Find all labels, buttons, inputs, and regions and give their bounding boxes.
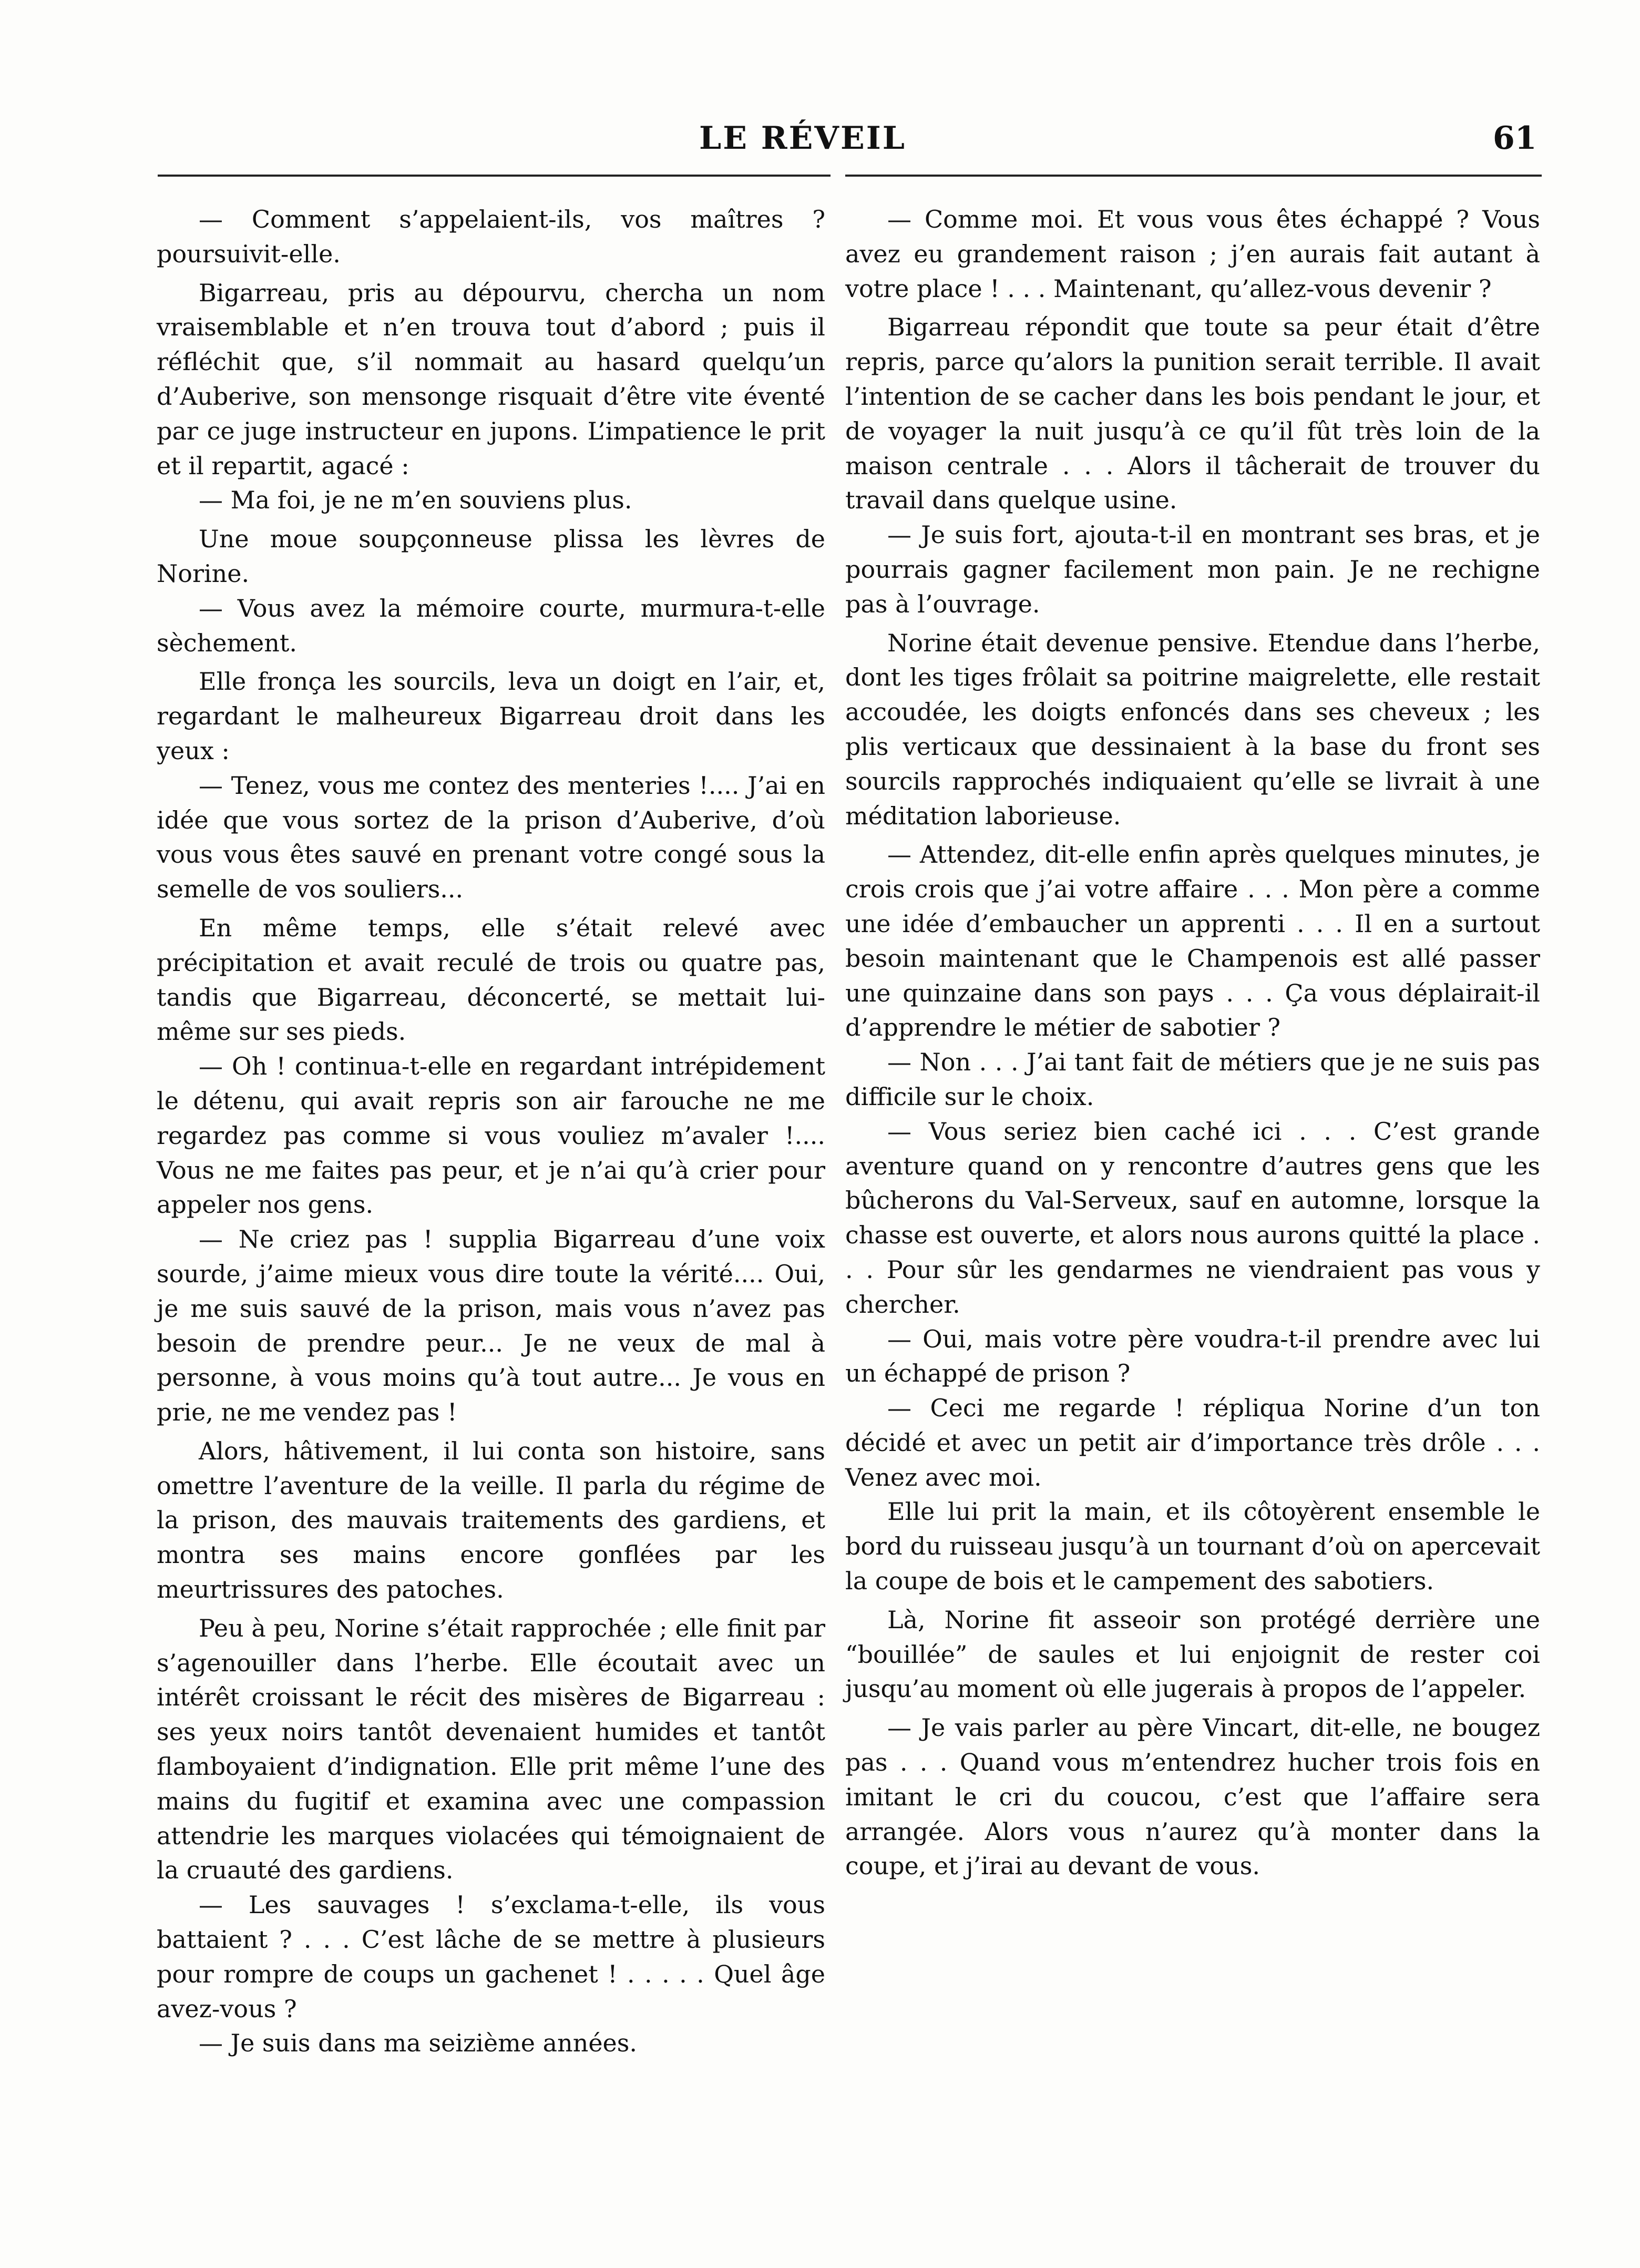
paragraph: En même temps, elle s’était relevé avec précipitation et avait reculé de trois ou quatre pas, tandis que Bigarreau, déconcerté, se mettait lui-même sur ses pieds. (157, 913, 825, 1046)
paragraph: Elle lui prit la main, et ils côtoyèrent ensemble le bord du ruisseau jusqu’à un tournant d’où on apercevait la coupe de bois et le campement des sabotiers. (845, 1497, 1540, 1596)
paragraph: — Ne criez pas ! supplia Bigarreau d’une voix sourde, j’aime mieux vous dire toute la vérité.... Oui, je me suis sauvé de la prison, mais vous n’avez pas besoin de prendre peur... Je ne veux de mal à personne, à vous moins qu’à tout autre... Je vous en prie, ne me vendez pas ! (157, 1225, 825, 1427)
paragraph: — Oh ! continua-t-elle en regardant intrépidement le détenu, qui avait repris son air farouche ne me regardez pas comme si vous vouliez m’avaler !.... Vous ne me faites pas peur, et je n’ai qu’à crier pour appeler nos gens. (157, 1052, 825, 1219)
paragraph: Norine était devenue pensive. Etendue dans l’herbe, dont les tiges frôlait sa poitrine maigrelette, elle restait accoudée, les doigts enfoncés dans ses cheveux ; les plis verticaux que dessinaient à la base du front ses sourcils rapprochés indiquaient qu’elle se livrait à une méditation laborieuse. (845, 628, 1540, 830)
header-rule-left (158, 175, 831, 177)
paragraph: — Je vais parler au père Vincart, dit-elle, ne bougez pas . . . Quand vous m’entendrez hucher trois fois en imitant le cri du coucou, c’est que l’affaire sera arrangée. Alors vous n’aurez qu’à monter dans la coupe, et j’irai au devant de vous. (845, 1713, 1540, 1881)
running-title: LE RÉVEIL (699, 120, 906, 157)
paragraph: — Attendez, dit-elle enfin après quelques minutes, je crois crois que j’ai votre affaire . . . Mon père a comme une idée d’embaucher un apprenti . . . Il en a surtout besoin maintenant que le Champenois est allé passer une quinzaine dans son pays . . . Ça vous déplairait-il d’apprendre le métier de sabotier ? (845, 840, 1540, 1042)
paragraph: Elle fronça les sourcils, leva un doigt en l’air, et, regardant le malheureux Bigarreau droit dans les yeux : (157, 667, 825, 765)
right-column (845, 202, 1540, 1884)
paragraph: — Les sauvages ! s’exclama-t-elle, ils vous battaient ? . . . C’est lâche de se mettre à plusieurs pour rompre de coups un gachenet ! . . . . . Quel âge avez-vous ? (157, 1891, 825, 2023)
paragraph: — Ceci me regarde ! répliqua Norine d’un ton décidé et avec un petit air d’importance très drôle . . . Venez avec moi. (845, 1394, 1540, 1491)
page-header (0, 120, 1640, 167)
paragraph: Alors, hâtivement, il lui conta son histoire, sans omettre l’aventure de la veille. Il parla du régime de la prison, des mauvais traitements des gardiens, et montra ses mains encore gonflées par les meurtrissures des patoches. (157, 1436, 825, 1604)
paragraph: — Vous avez la mémoire courte, murmura-t-elle sèchement. (157, 594, 825, 657)
paragraph: — Je suis dans ma seizième années. (199, 2029, 637, 2058)
paragraph: Peu à peu, Norine s’était rapprochée ; elle finit par s’agenouiller dans l’herbe. Elle écoutait avec un intérêt croissant le récit des misères de Bigarreau : ses yeux noirs tantôt devenaient humides et tantôt flamboyaient d’indignation. Elle prit même l’une des mains du fugitif et examina avec une compassion attendrie les marques violacées qui témoignaient de la cruauté des gardiens. (157, 1613, 825, 1885)
paragraph: Bigarreau répondit que toute sa peur était d’être repris, parce qu’alors la punition serait terrible. Il avait l’intention de se cacher dans les bois pendant le jour, et de voyager la nuit jusqu’à ce qu’il fût très loin de la maison centrale . . . Alors il tâcherait de trouver du travail dans quelque usine. (845, 313, 1540, 515)
paragraph: — Ma foi, je ne m’en souviens plus. (199, 486, 632, 515)
page-number: 61 (1493, 120, 1537, 157)
paragraph: — Tenez, vous me contez des menteries !.... J’ai en idée que vous sortez de la prison d’Auberive, d’où vous vous êtes sauvé en prenant votre congé sous la semelle de vos souliers... (157, 771, 825, 904)
paragraph: — Non . . . J’ai tant fait de métiers que je ne suis pas difficile sur le choix. (845, 1048, 1540, 1111)
paragraph: — Je suis fort, ajouta-t-il en montrant ses bras, et je pourrais gagner facilement mon pain. Je ne rechigne pas à l’ouvrage. (845, 520, 1540, 618)
header-rule-right (845, 175, 1542, 177)
paragraph: — Comme moi. Et vous vous êtes échappé ? Vous avez eu grandement raison ; j’en aurais fait autant à votre place ! . . . Maintenant, qu’allez-vous devenir ? (845, 205, 1540, 303)
paragraph: — Oui, mais votre père voudra-t-il prendre avec lui un échappé de prison ? (845, 1324, 1540, 1388)
paragraph: — Comment s’appelaient-ils, vos maîtres ? poursuivit-elle. (157, 205, 825, 268)
paragraph: Une moue soupçonneuse plissa les lèvres de Norine. (157, 525, 825, 588)
paragraph: — Vous seriez bien caché ici . . . C’est grande aventure quand on y rencontre d’autres gens que les bûcherons du Val-Serveux, sauf en automne, lorsque la chasse est ouverte, et alors nous aurons quitté la place . . . Pour sûr les gendarmes ne viendraient pas vous y chercher. (845, 1117, 1540, 1319)
paragraph: Bigarreau, pris au dépourvu, chercha un nom vraisemblable et n’en trouva tout d’abord ; puis il réfléchit que, s’il nommait au hasard quelqu’un d’Auberive, son mensonge risquait d’être vite éventé par ce juge instructeur en jupons. L’impatience le prit et il repartit, agacé : (157, 278, 825, 480)
left-column (157, 202, 825, 2061)
paragraph: Là, Norine fit asseoir son protégé derrière une “bouillée” de saules et lui enjoignit de rester coi jusqu’au moment où elle jugerais à propos de l’appeler. (845, 1605, 1540, 1703)
